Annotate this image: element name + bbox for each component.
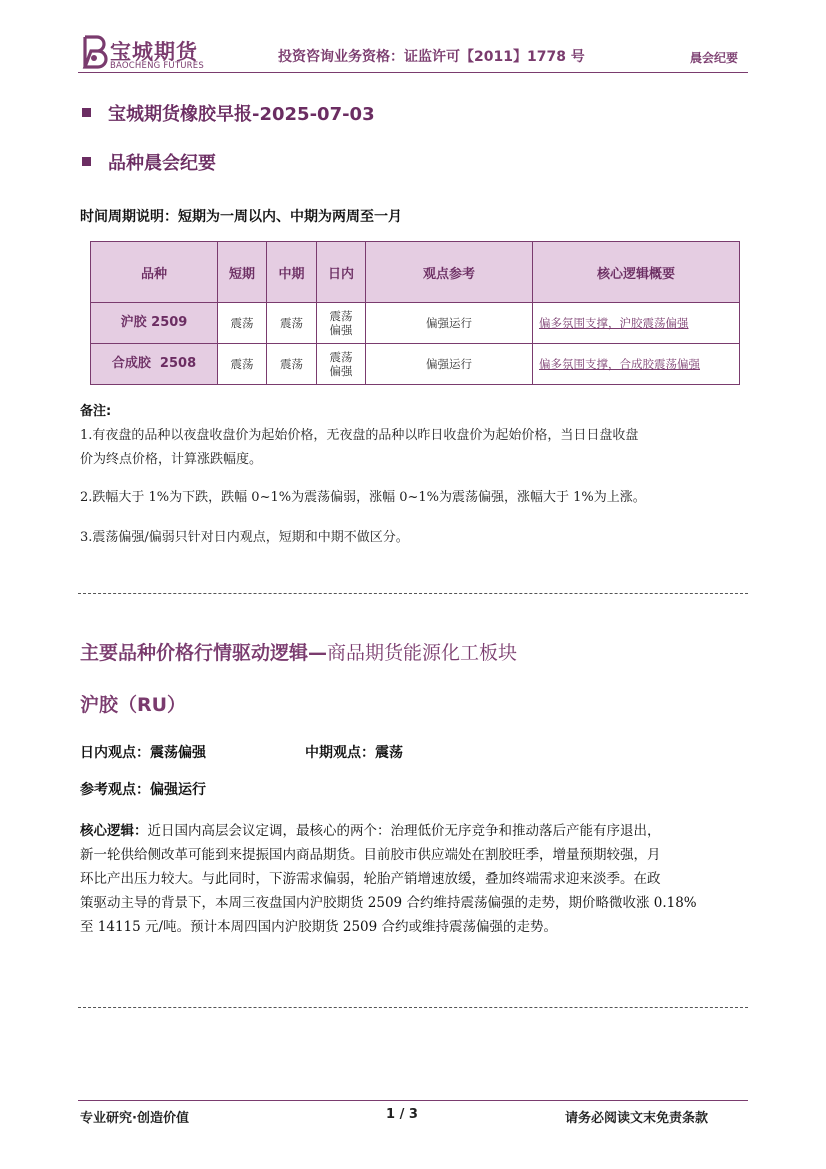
table-header-row [91,242,740,303]
variety-cell: 沪胶 2509 [91,303,218,344]
core-logic-label: 核心逻辑： [80,823,148,839]
doc-type-label: 晨会纪要 [690,51,739,65]
logo-text-en: BAOCHENG FUTURES [110,61,204,71]
square-bullet-icon [82,108,91,117]
core-logic-line-2: 新一轮供给侧改革可能到来提振国内商品期货。目前胶市供应端处在割胶旺季，增量预期较强，月 [80,847,661,863]
core-logic-line-5: 至 14115 元/吨。预计本周四国内沪胶期货 2509 合约或维持震荡偏强的走势。 [80,919,558,935]
driver-heading-bold: 主要品种价格行情驱动逻辑— [80,642,328,664]
core-logic-text: 近日国内高层会议定调，最核心的两个：治理低价无序竞争和推动落后产能有序退出， [147,823,661,839]
commodity-heading: 沪胶（RU） [80,694,187,716]
driver-heading [80,638,517,665]
intraday-cell: 震荡 偏强 [317,344,366,385]
footer-divider [78,1100,748,1101]
core-logic-line-3: 环比产出压力较大。与此同时，下游需求偏弱，轮胎产销增速放缓，叠加终端需求迎来淡季。在政 [80,871,661,887]
qualification-text: 投资咨询业务资格：证监许可【2011】1778 号 [278,49,585,65]
note-item-2: 2.跌幅大于 1%为下跌，跌幅 0~1%为震荡偏弱，涨幅 0~1%为震荡偏强，涨幅大于 1%为上涨。 [80,490,646,505]
col-header-intraday: 日内 [317,242,366,303]
col-header-logic: 核心逻辑概要 [533,242,740,303]
logo-text-cn: 宝城期货 [110,40,198,64]
col-header-mid: 中期 [267,242,317,303]
col-header-variety: 品种 [91,242,218,303]
footer-slogan: 专业研究·创造价值 [80,1111,189,1126]
short-cell: 震荡 [218,303,267,344]
mid-cell: 震荡 [267,303,317,344]
dashed-divider [78,593,748,594]
report-title: 宝城期货橡胶早报-2025-07-03 [108,104,375,125]
core-logic-line-4: 策驱动主导的背景下，本周三夜盘国内沪胶期货 2509 合约维持震荡偏强的走势，期价略微收涨 0.18% [80,895,697,911]
views-table [90,241,740,385]
mid-view: 中期观点：震荡 [305,745,403,761]
note-item-1b: 价为终点价格，计算涨跌幅度。 [80,452,263,467]
core-logic-line-1 [80,819,661,843]
short-cell: 震荡 [218,344,267,385]
view-cell: 偏强运行 [366,344,533,385]
logic-link[interactable]: 偏多氛围支撑，沪胶震荡偏强 [533,303,740,344]
note-item-1a: 1.有夜盘的品种以夜盘收盘价为起始价格，无夜盘的品种以昨日收盘价为起始价格，当日日盘收盘 [80,428,639,443]
dashed-divider [78,1007,748,1008]
section-title: 品种晨会纪要 [108,153,216,174]
driver-heading-light: 商品期货能源化工板块 [327,642,518,664]
logic-link[interactable]: 偏多氛围支撑，合成胶震荡偏强 [533,344,740,385]
intraday-view: 日内观点：震荡偏强 [80,745,206,761]
col-header-view: 观点参考 [366,242,533,303]
header-divider [78,72,748,73]
variety-cell: 合成胶 2508 [91,344,218,385]
mid-cell: 震荡 [267,344,317,385]
page-number: 1 / 3 [386,1107,418,1122]
company-logo [80,34,210,74]
disclaimer-note: 请务必阅读文末免责条款 [565,1111,709,1126]
intraday-cell: 震荡 偏强 [317,303,366,344]
note-item-3: 3.震荡偏强/偏弱只针对日内观点，短期和中期不做区分。 [80,530,409,545]
square-bullet-icon [82,157,91,166]
notes-label: 备注: [80,404,112,419]
table-row [91,344,740,385]
table-row [91,303,740,344]
reference-view: 参考观点：偏强运行 [80,782,206,798]
col-header-short: 短期 [218,242,267,303]
period-note: 时间周期说明：短期为一周以内、中期为两周至一月 [80,209,402,225]
logo-b-icon [80,34,110,70]
view-cell: 偏强运行 [366,303,533,344]
